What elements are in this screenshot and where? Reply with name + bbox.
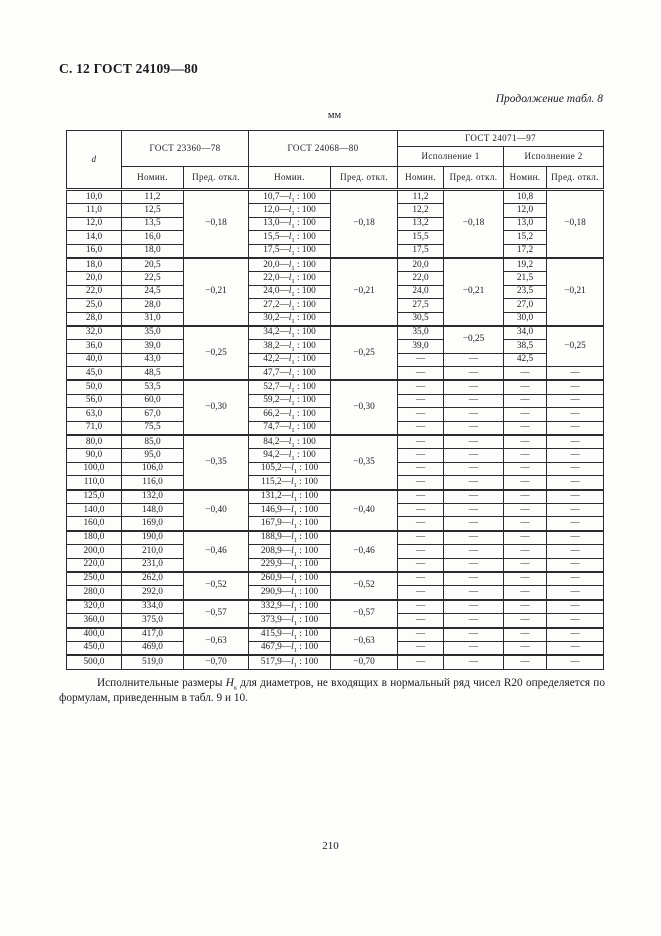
cell-value: 262,0 (122, 572, 184, 586)
cell-formula: $30,2—l_1$ : 100 (249, 312, 331, 326)
cell-value: 469,0 (122, 641, 184, 655)
cell-dash: — (398, 586, 444, 600)
cell-tolerance: −0,40 (331, 490, 398, 531)
cell-formula: $12,0—l_1$ : 100 (249, 204, 331, 217)
col-header-gost-23360: ГОСТ 23360—78 (122, 131, 249, 167)
col-header-nominal: Номин. (504, 167, 547, 190)
cell-dash: — (398, 353, 444, 366)
cell-dash: — (398, 367, 444, 381)
cell-dash: — (444, 462, 504, 475)
cell-diameter: 200,0 (67, 545, 122, 558)
cell-diameter: 32,0 (67, 326, 122, 340)
cell-tolerance: −0,21 (444, 258, 504, 326)
cell-diameter: 40,0 (67, 353, 122, 366)
cell-tolerance: −0,57 (184, 600, 249, 628)
cell-dash: — (504, 572, 547, 586)
cell-value: 11,2 (122, 190, 184, 204)
cell-dash: — (547, 531, 604, 545)
cell-diameter: 500,0 (67, 655, 122, 669)
cell-diameter: 22,0 (67, 285, 122, 298)
cell-value: 15,5 (398, 231, 444, 244)
cell-tolerance: −0,30 (331, 380, 398, 435)
cell-value: 116,0 (122, 476, 184, 490)
cell-dash: — (547, 572, 604, 586)
cell-dash: — (444, 490, 504, 504)
cell-dash: — (547, 558, 604, 572)
cell-dash: — (504, 394, 547, 407)
cell-formula: $115,2—l_1$ : 100 (249, 476, 331, 490)
cell-formula: $290,9—l_1$ : 100 (249, 586, 331, 600)
cell-formula: $94,2—l_1$ : 100 (249, 449, 331, 462)
col-header-deviation: Пред. откл. (184, 167, 249, 190)
cell-tolerance: −0,46 (331, 531, 398, 572)
cell-formula: $42,2—l_1$ : 100 (249, 353, 331, 366)
table-row (67, 326, 604, 340)
cell-value: 20,0 (398, 258, 444, 272)
table-row (67, 258, 604, 272)
cell-dash: — (504, 545, 547, 558)
cell-value: −0,70 (331, 655, 398, 669)
cell-dash: — (444, 545, 504, 558)
cell-dash: — (398, 394, 444, 407)
cell-dash: — (444, 586, 504, 600)
cell-dash: — (444, 531, 504, 545)
cell-diameter: 110,0 (67, 476, 122, 490)
cell-dash: — (398, 449, 444, 462)
cell-formula: $208,9—l_1$ : 100 (249, 545, 331, 558)
cell-value: 210,0 (122, 545, 184, 558)
cell-value: 24,0 (398, 285, 444, 298)
cell-diameter: 71,0 (67, 421, 122, 435)
cell-diameter: 36,0 (67, 340, 122, 353)
cell-tolerance: −0,46 (184, 531, 249, 572)
cell-tolerance: −0,21 (547, 258, 604, 326)
cell-formula: $52,7—l_1$ : 100 (249, 380, 331, 394)
col-header-d (67, 131, 122, 190)
col-header-nominal: Номин. (249, 167, 331, 190)
cell-value: 31,0 (122, 312, 184, 326)
cell-formula: $167,9—l_1$ : 100 (249, 517, 331, 531)
cell-formula: $59,2—l_1$ : 100 (249, 394, 331, 407)
cell-dash: — (504, 380, 547, 394)
cell-diameter: 45,0 (67, 367, 122, 381)
cell-value: 67,0 (122, 408, 184, 421)
cell-diameter: 56,0 (67, 394, 122, 407)
cell-diameter: 280,0 (67, 586, 122, 600)
cell-value: 43,0 (122, 353, 184, 366)
cell-diameter: 80,0 (67, 435, 122, 449)
footnote-variable: Н (225, 677, 234, 689)
cell-diameter: 25,0 (67, 299, 122, 312)
cell-tolerance: −0,25 (444, 326, 504, 353)
cell-diameter: 160,0 (67, 517, 122, 531)
cell-value: 17,2 (504, 244, 547, 258)
cell-dash: — (547, 394, 604, 407)
cell-value: 27,0 (504, 299, 547, 312)
col-header-nominal: Номин. (122, 167, 184, 190)
cell-tolerance: −0,21 (331, 258, 398, 326)
cell-formula: $84,2—l_1$ : 100 (249, 435, 331, 449)
cell-value: 18,0 (122, 244, 184, 258)
cell-diameter: 180,0 (67, 531, 122, 545)
cell-diameter: 50,0 (67, 380, 122, 394)
cell-tolerance: −0,63 (184, 628, 249, 656)
cell-value: 30,0 (504, 312, 547, 326)
cell-dash: — (398, 545, 444, 558)
cell-dash: — (504, 517, 547, 531)
cell-dash: — (398, 641, 444, 655)
footnote-variable-subscript: к (233, 684, 238, 692)
cell-value: 231,0 (122, 558, 184, 572)
table-row (67, 490, 604, 504)
cell-dash: — (504, 558, 547, 572)
cell-value: 375,0 (122, 614, 184, 628)
cell-diameter: 10,0 (67, 190, 122, 204)
cell-dash: — (444, 408, 504, 421)
cell-dash: — (444, 476, 504, 490)
col-header-gost-24068: ГОСТ 24068—80 (249, 131, 398, 167)
cell-dash: — (444, 503, 504, 516)
cell-value: 38,5 (504, 340, 547, 353)
cell-diameter: 11,0 (67, 204, 122, 217)
cell-dash: — (398, 462, 444, 475)
cell-formula: $229,9—l_1$ : 100 (249, 558, 331, 572)
cell-dash: — (504, 435, 547, 449)
cell-tolerance: −0,21 (184, 258, 249, 326)
cell-tolerance: −0,40 (184, 490, 249, 531)
cell-tolerance: −0,25 (331, 326, 398, 381)
cell-dash: — (547, 655, 604, 669)
cell-dash: — (444, 614, 504, 628)
cell-dash: — (504, 421, 547, 435)
cell-dash: — (398, 655, 444, 669)
cell-formula: $17,5—l_1$ : 100 (249, 244, 331, 258)
cell-dash: — (444, 558, 504, 572)
cell-dash: — (444, 517, 504, 531)
d-label: d (91, 154, 97, 164)
cell-dash: — (504, 503, 547, 516)
footnote-text: для диаметров, не входящих в нормальный ряд чисел R20 определяется по формулам, приведенным в табл. 9 и 10. (59, 677, 605, 704)
cell-dash: — (547, 641, 604, 655)
cell-value: 190,0 (122, 531, 184, 545)
cell-dash: — (547, 380, 604, 394)
cell-formula: $20,0—l_1$ : 100 (249, 258, 331, 272)
cell-tolerance: −0,52 (184, 572, 249, 600)
cell-dash: — (444, 655, 504, 669)
cell-diameter: 16,0 (67, 244, 122, 258)
cell-value: 11,2 (398, 190, 444, 204)
col-header-deviation: Пред. откл. (547, 167, 604, 190)
cell-dash: — (547, 462, 604, 475)
cell-tolerance: −0,18 (184, 190, 249, 258)
cell-dash: — (547, 545, 604, 558)
cell-dash: — (444, 641, 504, 655)
cell-formula: $24,0—l_1$ : 100 (249, 285, 331, 298)
cell-formula: $105,2—l_1$ : 100 (249, 462, 331, 475)
cell-dash: — (444, 449, 504, 462)
cell-value: 39,0 (122, 340, 184, 353)
cell-value: 60,0 (122, 394, 184, 407)
cell-tolerance: −0,30 (184, 380, 249, 435)
cell-formula: $47,7—l_1$ : 100 (249, 367, 331, 381)
cell-formula: $27,2—l_1$ : 100 (249, 299, 331, 312)
cell-value: 132,0 (122, 490, 184, 504)
cell-value: 13,2 (398, 217, 444, 230)
cell-formula: $467,9—l_1$ : 100 (249, 641, 331, 655)
cell-value: 19,2 (504, 258, 547, 272)
cell-dash: — (444, 572, 504, 586)
cell-diameter: 18,0 (67, 258, 122, 272)
cell-dash: — (398, 421, 444, 435)
cell-diameter: 100,0 (67, 462, 122, 475)
cell-diameter: 63,0 (67, 408, 122, 421)
cell-dash: — (398, 380, 444, 394)
cell-formula: $146,9—l_1$ : 100 (249, 503, 331, 516)
cell-value: −0,70 (184, 655, 249, 669)
cell-value: 13,0 (504, 217, 547, 230)
cell-tolerance: −0,35 (184, 435, 249, 490)
cell-dash: — (547, 517, 604, 531)
cell-value: 417,0 (122, 628, 184, 642)
cell-dash: — (398, 503, 444, 516)
table-row (67, 380, 604, 394)
cell-value: 30,5 (398, 312, 444, 326)
cell-dash: — (398, 572, 444, 586)
cell-value: 48,5 (122, 367, 184, 381)
cell-dash: — (444, 628, 504, 642)
cell-dash: — (504, 641, 547, 655)
cell-value: 23,5 (504, 285, 547, 298)
cell-diameter: 220,0 (67, 558, 122, 572)
col-header-deviation: Пред. откл. (331, 167, 398, 190)
col-header-gost-24071: ГОСТ 24071—97 (398, 131, 604, 147)
cell-value: 21,5 (504, 272, 547, 285)
cell-tolerance: −0,18 (331, 190, 398, 258)
cell-diameter: 400,0 (67, 628, 122, 642)
cell-value: 75,5 (122, 421, 184, 435)
cell-value: 22,0 (398, 272, 444, 285)
cell-formula: $10,7—l_1$ : 100 (249, 190, 331, 204)
table-head (67, 131, 604, 190)
cell-diameter: 12,0 (67, 217, 122, 230)
col-header-version-1: Исполнение 1 (398, 147, 504, 167)
cell-value: 22,5 (122, 272, 184, 285)
cell-diameter: 320,0 (67, 600, 122, 614)
cell-value: 34,0 (504, 326, 547, 340)
cell-value: 16,0 (122, 231, 184, 244)
table-row (67, 628, 604, 642)
cell-formula: $34,2—l_1$ : 100 (249, 326, 331, 340)
cell-dash: — (504, 655, 547, 669)
cell-dash: — (398, 600, 444, 614)
cell-formula: $415,9—l_1$ : 100 (249, 628, 331, 642)
cell-value: 20,5 (122, 258, 184, 272)
cell-diameter: 14,0 (67, 231, 122, 244)
cell-tolerance: −0,18 (547, 190, 604, 258)
cell-value: 519,0 (122, 655, 184, 669)
cell-formula: $332,9—l_1$ : 100 (249, 600, 331, 614)
cell-value: 292,0 (122, 586, 184, 600)
cell-value: 85,0 (122, 435, 184, 449)
cell-dash: — (504, 531, 547, 545)
cell-value: 42,5 (504, 353, 547, 366)
cell-diameter: 250,0 (67, 572, 122, 586)
cell-dash: — (444, 600, 504, 614)
cell-formula: $38,2—l_1$ : 100 (249, 340, 331, 353)
col-header-deviation: Пред. откл. (444, 167, 504, 190)
cell-dash: — (547, 586, 604, 600)
col-header-nominal: Номин. (398, 167, 444, 190)
cell-dash: — (444, 435, 504, 449)
footnote-text: Исполнительные размеры (97, 677, 226, 689)
table-wrapper (66, 130, 604, 670)
cell-value: 12,5 (122, 204, 184, 217)
cell-dash: — (444, 367, 504, 381)
cell-value: 35,0 (122, 326, 184, 340)
cell-formula: $22,0—l_1$ : 100 (249, 272, 331, 285)
cell-formula: $188,9—l_1$ : 100 (249, 531, 331, 545)
cell-tolerance: −0,57 (331, 600, 398, 628)
cell-dash: — (547, 449, 604, 462)
tolerance-table (66, 130, 604, 670)
cell-dash: — (444, 353, 504, 366)
cell-value: 28,0 (122, 299, 184, 312)
cell-formula: $66,2—l_1$ : 100 (249, 408, 331, 421)
cell-dash: — (547, 367, 604, 381)
cell-value: 95,0 (122, 449, 184, 462)
cell-value: 24,5 (122, 285, 184, 298)
cell-dash: — (504, 462, 547, 475)
table-row (67, 190, 604, 204)
cell-value: 106,0 (122, 462, 184, 475)
cell-value: 13,5 (122, 217, 184, 230)
cell-dash: — (547, 490, 604, 504)
cell-dash: — (547, 421, 604, 435)
cell-dash: — (547, 476, 604, 490)
cell-tolerance: −0,18 (444, 190, 504, 258)
table-header-row (67, 131, 604, 147)
units-label: мм (327, 110, 342, 121)
cell-value: 12,2 (398, 204, 444, 217)
cell-tolerance: −0,63 (331, 628, 398, 656)
cell-dash: — (398, 490, 444, 504)
cell-value: 15,2 (504, 231, 547, 244)
cell-value: 35,0 (398, 326, 444, 340)
cell-dash: — (504, 449, 547, 462)
cell-dash: — (504, 614, 547, 628)
table-row (67, 531, 604, 545)
table-continuation-label: Продолжение табл. 8 (495, 93, 603, 105)
cell-dash: — (444, 394, 504, 407)
cell-formula: $373,9—l_1$ : 100 (249, 614, 331, 628)
cell-value: 17,5 (398, 244, 444, 258)
cell-dash: — (547, 614, 604, 628)
page-number: 210 (322, 840, 339, 852)
cell-formula: $15,5—l_1$ : 100 (249, 231, 331, 244)
cell-dash: — (504, 600, 547, 614)
cell-value: 12,0 (504, 204, 547, 217)
cell-dash: — (444, 421, 504, 435)
cell-formula: $13,0—l_1$ : 100 (249, 217, 331, 230)
cell-dash: — (547, 435, 604, 449)
cell-formula: $260,9—l_1$ : 100 (249, 572, 331, 586)
cell-tolerance: −0,25 (547, 326, 604, 367)
cell-value: 334,0 (122, 600, 184, 614)
cell-value: 39,0 (398, 340, 444, 353)
cell-tolerance: −0,25 (184, 326, 249, 381)
cell-formula: $74,7—l_1$ : 100 (249, 421, 331, 435)
cell-tolerance: −0,35 (331, 435, 398, 490)
cell-dash: — (398, 614, 444, 628)
cell-dash: — (398, 558, 444, 572)
cell-dash: — (398, 408, 444, 421)
cell-value: 53,5 (122, 380, 184, 394)
cell-dash: — (547, 628, 604, 642)
cell-dash: — (504, 490, 547, 504)
cell-formula: $517,9—l_1$ : 100 (249, 655, 331, 669)
footnote (59, 676, 605, 705)
cell-dash: — (504, 476, 547, 490)
cell-dash: — (398, 517, 444, 531)
cell-dash: — (398, 628, 444, 642)
table-body (67, 190, 604, 670)
cell-value: 10,8 (504, 190, 547, 204)
cell-value: 27,5 (398, 299, 444, 312)
cell-diameter: 28,0 (67, 312, 122, 326)
table-row (67, 572, 604, 586)
cell-dash: — (504, 628, 547, 642)
cell-formula: $131,2—l_1$ : 100 (249, 490, 331, 504)
cell-dash: — (504, 586, 547, 600)
cell-diameter: 125,0 (67, 490, 122, 504)
col-header-version-2: Исполнение 2 (504, 147, 604, 167)
cell-diameter: 20,0 (67, 272, 122, 285)
cell-value: 148,0 (122, 503, 184, 516)
cell-dash: — (547, 503, 604, 516)
cell-dash: — (398, 531, 444, 545)
cell-tolerance: −0,52 (331, 572, 398, 600)
cell-diameter: 140,0 (67, 503, 122, 516)
cell-dash: — (504, 367, 547, 381)
table-row (67, 600, 604, 614)
table-row (67, 655, 604, 669)
cell-diameter: 90,0 (67, 449, 122, 462)
cell-diameter: 360,0 (67, 614, 122, 628)
cell-dash: — (398, 435, 444, 449)
cell-dash: — (547, 408, 604, 421)
table-row (67, 435, 604, 449)
cell-dash: — (504, 408, 547, 421)
page-header: С. 12 ГОСТ 24109—80 (59, 61, 198, 76)
cell-dash: — (398, 476, 444, 490)
cell-diameter: 450,0 (67, 641, 122, 655)
table-header-row (67, 167, 604, 190)
cell-dash: — (444, 380, 504, 394)
cell-value: 169,0 (122, 517, 184, 531)
cell-dash: — (547, 600, 604, 614)
